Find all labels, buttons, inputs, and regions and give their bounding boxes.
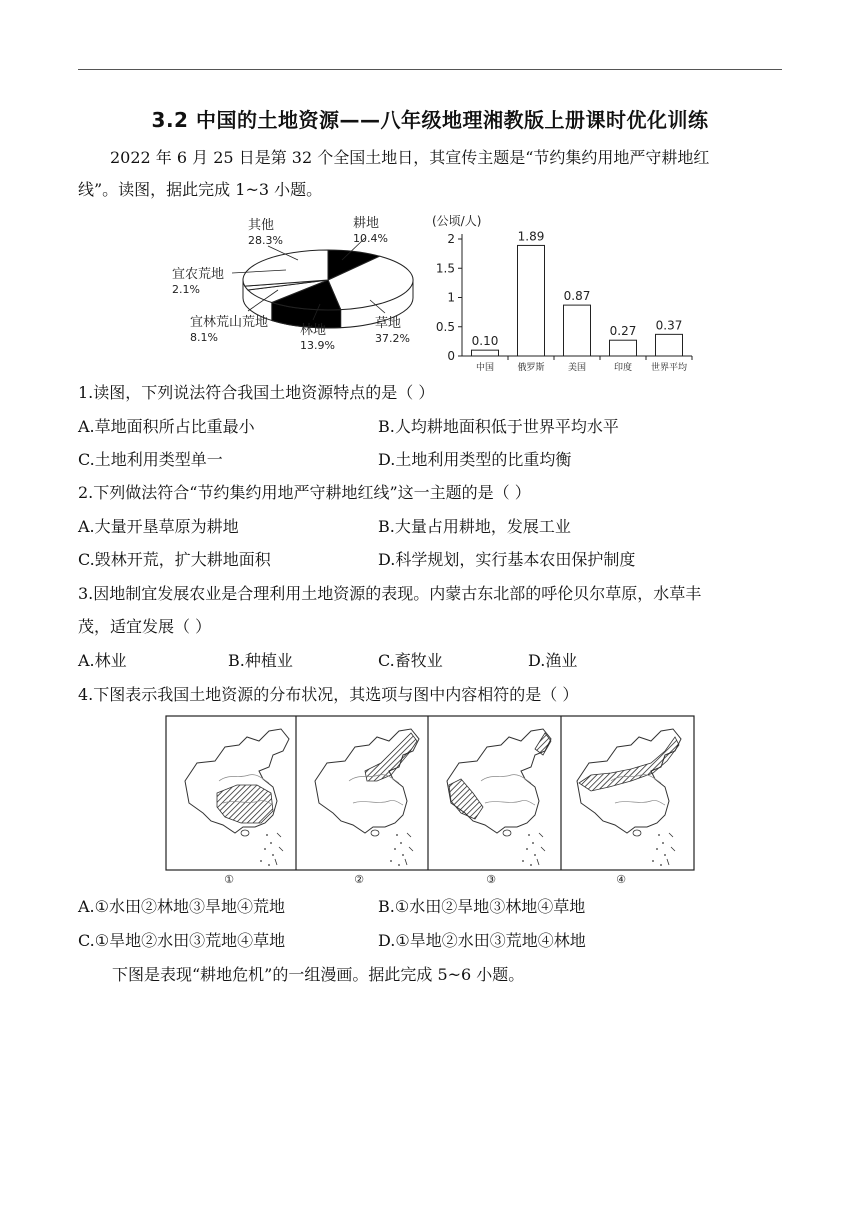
y-axis-label: (公顷/人) (432, 214, 482, 228)
intro-line-2: 线”。读图，据此完成 1~3 小题。 (78, 180, 323, 199)
south-sea-island (664, 854, 666, 856)
land-use-pie-chart (172, 215, 413, 352)
south-sea-island (658, 834, 660, 836)
bar (656, 334, 683, 356)
pie-category-label: 其他 (248, 218, 275, 233)
x-tick-label: 美国 (567, 363, 587, 373)
q1-option-b: B.人均耕地面积低于世界平均水平 (378, 417, 619, 436)
south-sea-island (260, 860, 262, 862)
q3-option-a: A.林业 (78, 651, 127, 670)
boundary-dash (537, 833, 545, 865)
south-sea-island (390, 860, 392, 862)
bar-value-label: 1.89 (517, 229, 545, 244)
south-sea-island (266, 834, 268, 836)
south-sea-island (400, 842, 402, 844)
per-capita-farmland-bar-chart (432, 213, 692, 373)
south-sea-island (652, 860, 654, 862)
y-tick-label: 1.5 (435, 261, 455, 276)
x-tick-label: 印度 (613, 363, 633, 373)
map-number-label: ④ (616, 873, 626, 886)
q2-option-b: B.大量占用耕地，发展工业 (378, 517, 571, 536)
q2-stem: 2.下列做法符合“节约集约用地严守耕地红线”这一主题的是（ ） (78, 483, 531, 502)
china-map (315, 729, 419, 866)
south-sea-island (398, 864, 400, 866)
map-number-label: ① (224, 873, 234, 886)
china-land-distribution-maps (165, 715, 695, 887)
map-number-label: ③ (486, 873, 496, 886)
south-sea-island (264, 848, 266, 850)
q3-stem-line-2: 茂，适宜发展（ ） (78, 617, 212, 636)
y-tick-label: 2 (447, 232, 455, 246)
boundary-dash (275, 833, 283, 865)
x-tick-label: 中国 (475, 363, 495, 373)
q4-option-d: D.①旱地②水田③荒地④林地 (378, 931, 586, 950)
hainan-island (633, 830, 641, 836)
hainan-island (503, 830, 511, 836)
boundary-dash (667, 833, 675, 865)
q3-option-c: C.畜牧业 (378, 651, 443, 670)
q2-option-d: D.科学规划，实行基本农田保护制度 (378, 550, 636, 569)
south-sea-island (534, 854, 536, 856)
y-tick-label: 0.5 (435, 319, 455, 334)
south-sea-island (522, 860, 524, 862)
y-tick-label: 1 (447, 290, 455, 305)
q3-option-d: D.渔业 (528, 651, 578, 670)
bar (564, 305, 591, 356)
south-sea-island (530, 864, 532, 866)
pie-percent-label: 28.3% (248, 234, 283, 247)
pie-percent-label: 37.2% (375, 332, 410, 345)
hainan-island (371, 830, 379, 836)
south-sea-island (656, 848, 658, 850)
pie-category-label: 宜林荒山荒地 (190, 315, 269, 330)
bar-value-label: 0.37 (655, 318, 683, 333)
q4-option-a: A.①水田②林地③旱地④荒地 (78, 897, 285, 916)
pie-category-label: 宜农荒地 (172, 267, 225, 282)
x-tick-label: 世界平均 (650, 363, 688, 373)
bar (610, 340, 637, 356)
q4-stem: 4.下图表示我国土地资源的分布状况，其选项与图中内容相符的是（ ） (78, 685, 579, 704)
south-sea-island (268, 864, 270, 866)
pie-percent-label: 10.4% (353, 232, 388, 245)
q3-option-b: B.种植业 (228, 651, 293, 670)
pie-percent-label: 13.9% (300, 339, 335, 352)
pie-percent-label: 2.1% (172, 283, 200, 296)
south-sea-island (394, 848, 396, 850)
q4-option-c: C.①旱地②水田③荒地④草地 (78, 931, 286, 950)
south-sea-island (660, 864, 662, 866)
china-map (447, 729, 551, 866)
bar (472, 350, 499, 356)
comic-intro: 下图是表现“耕地危机”的一组漫画。据此完成 5~6 小题。 (112, 965, 525, 984)
pie-category-label: 耕地 (353, 216, 380, 231)
pie-slice (243, 250, 328, 286)
q2-option-c: C.毁林开荒，扩大耕地面积 (78, 550, 271, 569)
bar-value-label: 0.10 (471, 334, 499, 349)
china-map (577, 729, 681, 866)
q1-option-c: C.土地利用类型单一 (78, 450, 223, 469)
bar-value-label: 0.27 (609, 324, 637, 339)
south-sea-island (402, 854, 404, 856)
hatched-region (217, 785, 273, 823)
q1-option-d: D.土地利用类型的比重均衡 (378, 450, 572, 469)
south-sea-island (396, 834, 398, 836)
q2-option-a: A.大量开垦草原为耕地 (78, 517, 239, 536)
pie-percent-label: 8.1% (190, 331, 218, 344)
page-title: 3.2 中国的土地资源——八年级地理湘教版上册课时优化训练 (151, 108, 709, 132)
south-sea-island (272, 854, 274, 856)
q1-stem: 1.读图，下列说法符合我国土地资源特点的是（ ） (78, 383, 435, 402)
china-map (185, 729, 289, 866)
header-rule (78, 69, 782, 70)
hainan-island (241, 830, 249, 836)
pie-category-label: 林地 (300, 323, 327, 338)
south-sea-island (662, 842, 664, 844)
land-use-figure (160, 208, 700, 376)
map-number-label: ② (354, 873, 364, 886)
south-sea-island (526, 848, 528, 850)
bar-value-label: 0.87 (563, 289, 591, 304)
q3-stem-line-1: 3.因地制宜发展农业是合理利用土地资源的表现。内蒙古东北部的呼伦贝尔草原，水草丰 (78, 584, 702, 603)
south-sea-island (528, 834, 530, 836)
y-tick-label: 0 (447, 349, 455, 363)
q1-option-a: A.草地面积所占比重最小 (78, 417, 255, 436)
intro-line-1: 2022 年 6 月 25 日是第 32 个全国土地日，其宣传主题是“节约集约用地严守耕地红 (110, 148, 710, 167)
q4-option-b: B.①水田②旱地③林地④草地 (378, 897, 586, 916)
x-tick-label: 俄罗斯 (517, 363, 545, 373)
pie-category-label: 草地 (375, 316, 402, 331)
south-sea-island (532, 842, 534, 844)
boundary-dash (405, 833, 413, 865)
south-sea-island (270, 842, 272, 844)
bar (518, 245, 545, 356)
